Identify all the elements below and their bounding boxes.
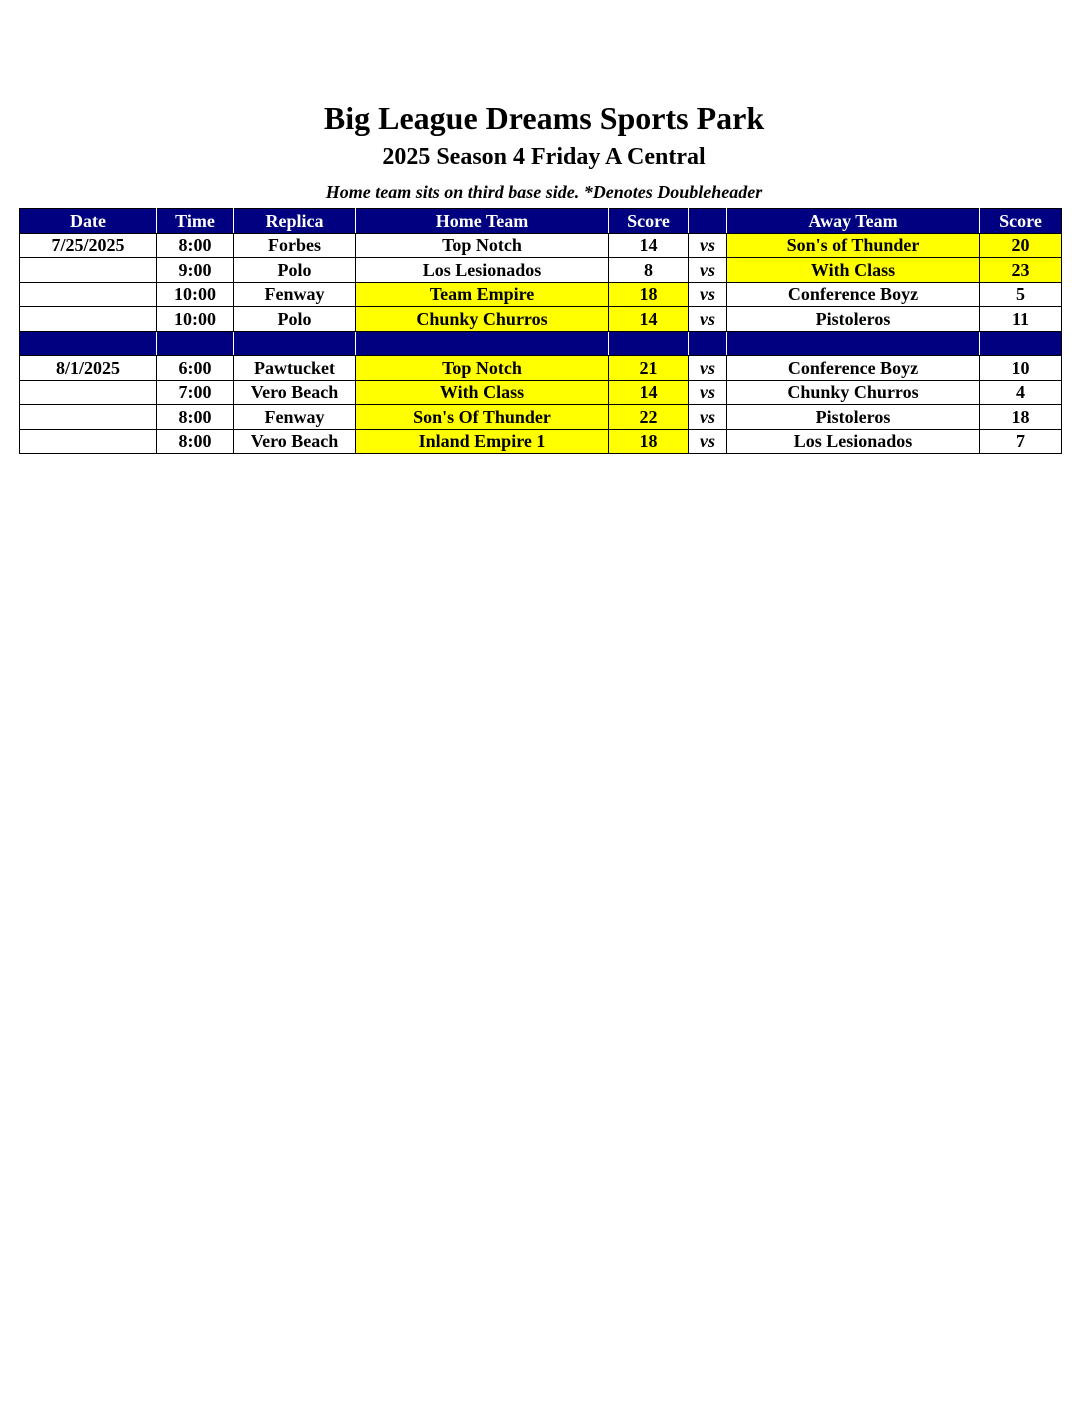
table-header-row [20, 209, 1062, 234]
date-cell [20, 307, 157, 332]
time-cell: 8:00 [157, 233, 234, 258]
table-row [20, 233, 1062, 258]
table-row [20, 380, 1062, 405]
home-score-cell: 14 [609, 380, 689, 405]
away-score-cell: 5 [980, 282, 1062, 307]
time-cell: 8:00 [157, 429, 234, 454]
schedule-table [19, 208, 1062, 454]
date-cell [20, 282, 157, 307]
schedule-note: Home team sits on third base side. *Denotes Doubleheader [325, 182, 763, 202]
away-team-cell: Conference Boyz [727, 356, 980, 381]
separator-cell [727, 331, 980, 356]
replica-cell: Vero Beach [234, 429, 356, 454]
replica-cell: Polo [234, 258, 356, 283]
separator-cell [689, 331, 727, 356]
away-score-cell: 4 [980, 380, 1062, 405]
col-header-away-team: Away Team [727, 209, 980, 234]
away-score-cell: 18 [980, 405, 1062, 430]
replica-cell: Vero Beach [234, 380, 356, 405]
date-cell: 8/1/2025 [20, 356, 157, 381]
page-title: Big League Dreams Sports Park [323, 100, 765, 136]
home-score-cell: 18 [609, 429, 689, 454]
time-cell: 6:00 [157, 356, 234, 381]
vs-cell: vs [689, 429, 727, 454]
separator-cell [157, 331, 234, 356]
away-score-cell: 10 [980, 356, 1062, 381]
time-cell: 10:00 [157, 307, 234, 332]
away-score-cell: 23 [980, 258, 1062, 283]
home-score-cell: 21 [609, 356, 689, 381]
separator-cell [609, 331, 689, 356]
date-cell [20, 380, 157, 405]
col-header-time: Time [157, 209, 234, 234]
schedule-body [20, 233, 1062, 454]
vs-cell: vs [689, 356, 727, 381]
col-header-away-score: Score [980, 209, 1062, 234]
away-score-cell: 7 [980, 429, 1062, 454]
table-row [20, 307, 1062, 332]
away-team-cell: Los Lesionados [727, 429, 980, 454]
date-cell [20, 258, 157, 283]
vs-cell: vs [689, 307, 727, 332]
away-team-cell: Chunky Churros [727, 380, 980, 405]
home-team-cell: Inland Empire 1 [356, 429, 609, 454]
home-team-cell: Top Notch [356, 356, 609, 381]
home-team-cell: Son's Of Thunder [356, 405, 609, 430]
separator-cell [980, 331, 1062, 356]
away-team-cell: Pistoleros [727, 307, 980, 332]
separator-cell [20, 331, 157, 356]
vs-cell: vs [689, 380, 727, 405]
replica-cell: Forbes [234, 233, 356, 258]
time-cell: 7:00 [157, 380, 234, 405]
col-header-date: Date [20, 209, 157, 234]
separator-cell [234, 331, 356, 356]
away-team-cell: Son's of Thunder [727, 233, 980, 258]
home-score-cell: 14 [609, 307, 689, 332]
date-separator-row [20, 331, 1062, 356]
vs-cell: vs [689, 405, 727, 430]
table-row [20, 258, 1062, 283]
table-row [20, 429, 1062, 454]
home-score-cell: 14 [609, 233, 689, 258]
replica-cell: Fenway [234, 282, 356, 307]
away-team-cell: With Class [727, 258, 980, 283]
time-cell: 9:00 [157, 258, 234, 283]
date-cell [20, 405, 157, 430]
home-team-cell: Top Notch [356, 233, 609, 258]
away-team-cell: Conference Boyz [727, 282, 980, 307]
away-score-cell: 20 [980, 233, 1062, 258]
table-row [20, 356, 1062, 381]
home-team-cell: Los Lesionados [356, 258, 609, 283]
table-row [20, 405, 1062, 430]
vs-cell: vs [689, 258, 727, 283]
replica-cell: Fenway [234, 405, 356, 430]
col-header-home-team: Home Team [356, 209, 609, 234]
separator-cell [356, 331, 609, 356]
home-team-cell: Chunky Churros [356, 307, 609, 332]
date-cell [20, 429, 157, 454]
home-score-cell: 8 [609, 258, 689, 283]
away-team-cell: Pistoleros [727, 405, 980, 430]
date-cell: 7/25/2025 [20, 233, 157, 258]
home-team-cell: Team Empire [356, 282, 609, 307]
home-score-cell: 18 [609, 282, 689, 307]
vs-cell: vs [689, 282, 727, 307]
page-subtitle: 2025 Season 4 Friday A Central [382, 144, 706, 170]
vs-cell: vs [689, 233, 727, 258]
away-score-cell: 11 [980, 307, 1062, 332]
time-cell: 8:00 [157, 405, 234, 430]
table-row [20, 282, 1062, 307]
col-header-vs [689, 209, 727, 234]
col-header-replica: Replica [234, 209, 356, 234]
home-team-cell: With Class [356, 380, 609, 405]
time-cell: 10:00 [157, 282, 234, 307]
replica-cell: Polo [234, 307, 356, 332]
home-score-cell: 22 [609, 405, 689, 430]
col-header-home-score: Score [609, 209, 689, 234]
replica-cell: Pawtucket [234, 356, 356, 381]
